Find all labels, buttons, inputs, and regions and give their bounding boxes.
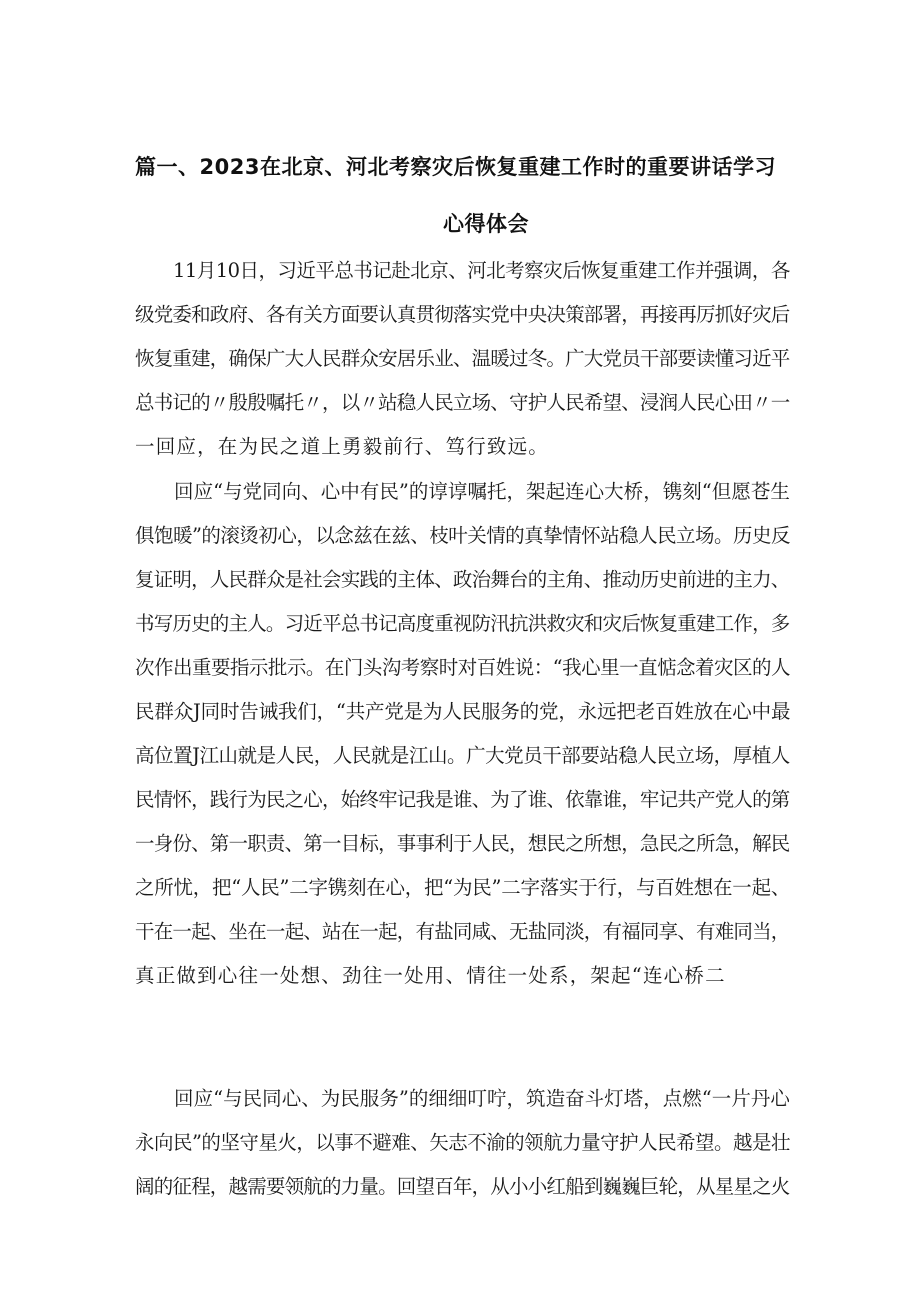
paragraph-2-line-12: 真正做到心往一处想、劲往一处用、情往一处系，架起“连心桥二 (135, 964, 726, 987)
paragraph-3-line-2: 永向民”的坚守星火，以事不避难、矢志不渝的领航力量守护人民希望。越是壮 (135, 1131, 790, 1154)
paragraph-1-line-1: 11月10日，习近平总书记赴北京、河北考察灾后恢复重建工作并强调，各 (135, 259, 790, 282)
document-title-line-1: 篇一、2023在北京、河北考察灾后恢复重建工作时的重要讲话学习 (135, 155, 776, 179)
paragraph-2-line-1: 回应“与党同向、心中有民”的谆谆嘱托，架起连心大桥，镌刻“但愿苍生 (135, 480, 790, 503)
paragraph-3-line-3: 阔的征程，越需要领航的力量。回望百年，从小小红船到巍巍巨轮，从星星之火 (135, 1175, 790, 1198)
paragraph-1-line-5: 一回应，在为民之道上勇毅前行、笃行致远。 (135, 435, 550, 458)
paragraph-2-line-7: 高位置J江山就是人民，人民就是江山。广大党员干部要站稳人民立场，厚植人 (135, 744, 790, 767)
paragraph-2-line-3: 复证明，人民群众是社会实践的主体、政治舞台的主角、推动历史前进的主力、 (135, 568, 790, 591)
paragraph-2-line-10: 之所忧，把“人民”二字镌刻在心，把“为民”二字落实于行，与百姓想在一起、 (135, 876, 791, 899)
paragraph-2-line-8: 民情怀，践行为民之心，始终牢记我是谁、为了谁、依靠谁，牢记共产党人的第 (135, 788, 790, 811)
paragraph-1-line-3: 恢复重建，确保广大人民群众安居乐业、温暖过冬。广大党员干部要读懂习近平 (135, 347, 790, 370)
paragraph-2-line-11: 干在一起、坐在一起、站在一起，有盐同咸、无盐同淡，有福同享、有难同当， (135, 920, 790, 943)
document-title-line-2: 心得体会 (443, 212, 529, 236)
paragraph-1-line-4: 总书记的〃殷殷嘱托〃，以〃站稳人民立场、守护人民希望、浸润人民心田〃一 (135, 391, 790, 414)
paragraph-2-line-6: 民群众J同时告诫我们，“共产党是为人民服务的党，永远把老百姓放在心中最 (135, 700, 791, 723)
paragraph-2-line-5: 次作出重要指示批示。在门头沟考察时对百姓说：“我心里一直惦念着灾区的人 (135, 656, 790, 679)
paragraph-2-line-2: 俱饱暖”的滚烫初心，以念兹在兹、枝叶关情的真挚情怀站稳人民立场。历史反 (135, 524, 790, 547)
paragraph-3-line-1: 回应“与民同心、为民服务”的细细叮咛，筑造奋斗灯塔，点燃“一片丹心 (135, 1087, 790, 1110)
paragraph-1-line-2: 级党委和政府、各有关方面要认真贯彻落实党中央决策部署，再接再厉抓好灾后 (135, 303, 790, 326)
paragraph-2-line-9: 一身份、第一职责、第一目标，事事利于人民，想民之所想，急民之所急，解民 (135, 832, 790, 855)
paragraph-2-line-4: 书写历史的主人。习近平总书记高度重视防汛抗洪救灾和灾后恢复重建工作，多 (135, 612, 790, 635)
